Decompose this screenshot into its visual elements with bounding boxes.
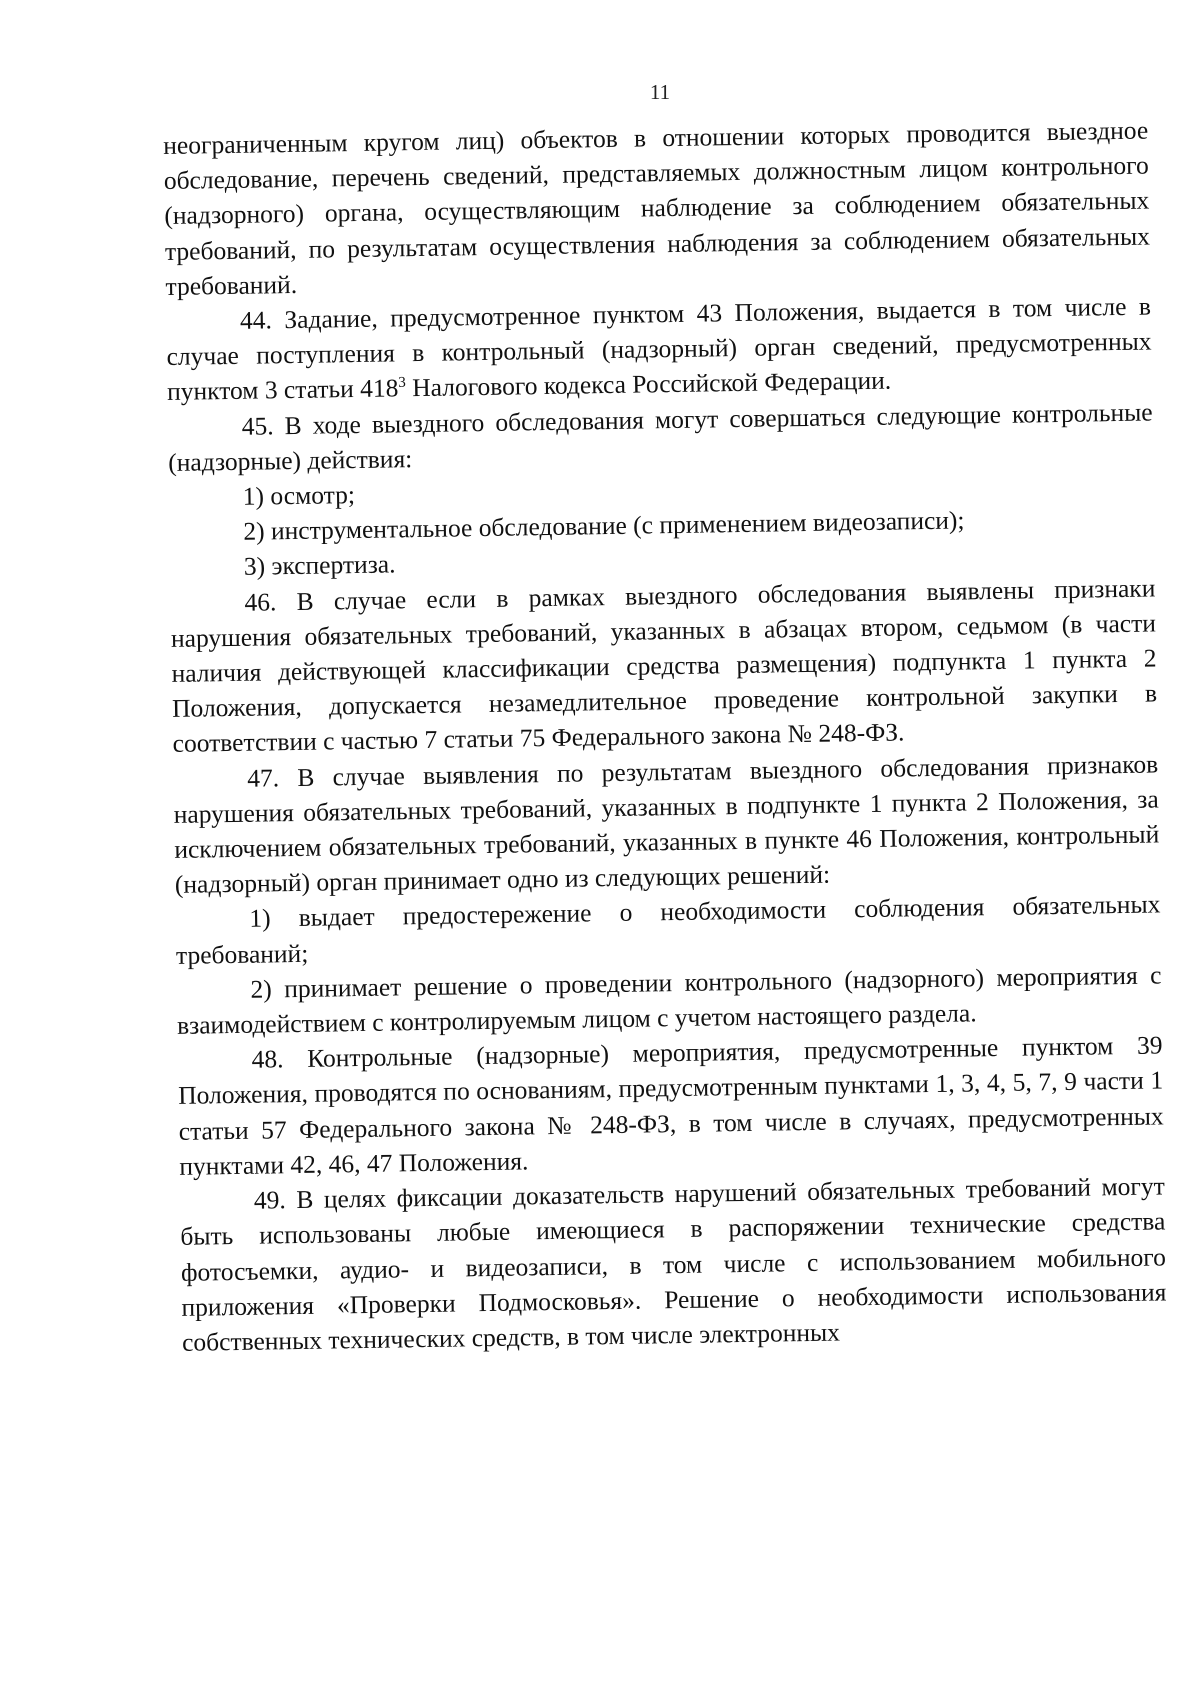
paragraph-44 xyxy=(166,289,1153,410)
paragraph-48: 48. Контрольные (надзорные) мероприятия, предусмотренные пунктом 39 Положения, проводятся по основаниям, предусмотренным пунктами 1, 3, 4, 5, 7, 9 части 1 статьи 57 Федерального закона № 248-ФЗ, в том числе в случаях, предусмотренных пунктами 42, 46, 47 Положения. xyxy=(177,1030,1164,1181)
list-item-47-2: 2) принимает решение о проведении контрольного (надзорного) мероприятия с взаимодействием с контролируемым лицом с учетом настоящего раздела. xyxy=(176,960,1162,1040)
paragraph-continuation: неограниченным кругом лиц) объектов в отношении которых проводится выездное обследование, перечень сведений, представляемых должностным лицом контрольного (надзорного) органа, осуществляющим наблюдение за соблюдением обязательных требований, по результатам осуществления наблюдения за соблюдением обязательных требований. xyxy=(163,115,1151,301)
paragraph-49: 49. В целях фиксации доказательств нарушений обязательных требований могут быть использованы любые имеющиеся в распоряжении технические средства фотосъемки, аудио- и видеозаписи, в том числе с использованием мобильного приложения «Проверки Подмосковья». Решение о необходимости использования собственных технических средств, в том числе электронных xyxy=(180,1171,1167,1357)
list-item-47-1: 1) выдает предостережение о необходимости соблюдения обязательных требований; xyxy=(175,889,1161,970)
page-number: 11 xyxy=(649,80,671,104)
paragraph-47: 47. В случае выявления по результатам выездного обследования признаков нарушения обязательных требований, указанных в подпункте 1 пункта 2 Положения, за исключением обязательных требований, указанных в пункте 46 Положения, контрольный (надзорный) орган принимает одно из следующих решений: xyxy=(173,749,1160,900)
list-item-45-1: 1) осмотр; xyxy=(242,480,356,511)
paragraph-44-text: 44. Задание, предусмотренное пунктом 43 Положения, выдается в том числе в случае поступления в контрольный (надзорный) орган сведений, предусмотренных пунктом 3 статьи 418 xyxy=(166,291,1152,407)
paragraph-44-text-end: Налогового кодекса Российской Федерации. xyxy=(405,366,892,403)
document-body xyxy=(163,113,1167,1360)
list-item-45-2: 2) инструментальное обследование (с применением видеозаписи); xyxy=(243,505,965,547)
list-item-45-3: 3) экспертиза. xyxy=(243,549,396,582)
paragraph-45: 45. В ходе выездного обследования могут совершаться следующие контрольные (надзорные) действия: xyxy=(168,397,1153,477)
paragraph-44-superscript: 3 xyxy=(398,375,406,392)
paragraph-46: 46. В случае если в рамках выездного обследования выявлены признаки нарушения обязательных требований, указанных в абзацах втором, седьмом (в части наличия действующей классификации средства размещения) подпункта 1 пункта 2 Положения, допускается незамедлительное проведение контрольной закупки в соответствии с частью 7 статьи 75 Федерального закона № 248-ФЗ. xyxy=(170,573,1158,759)
